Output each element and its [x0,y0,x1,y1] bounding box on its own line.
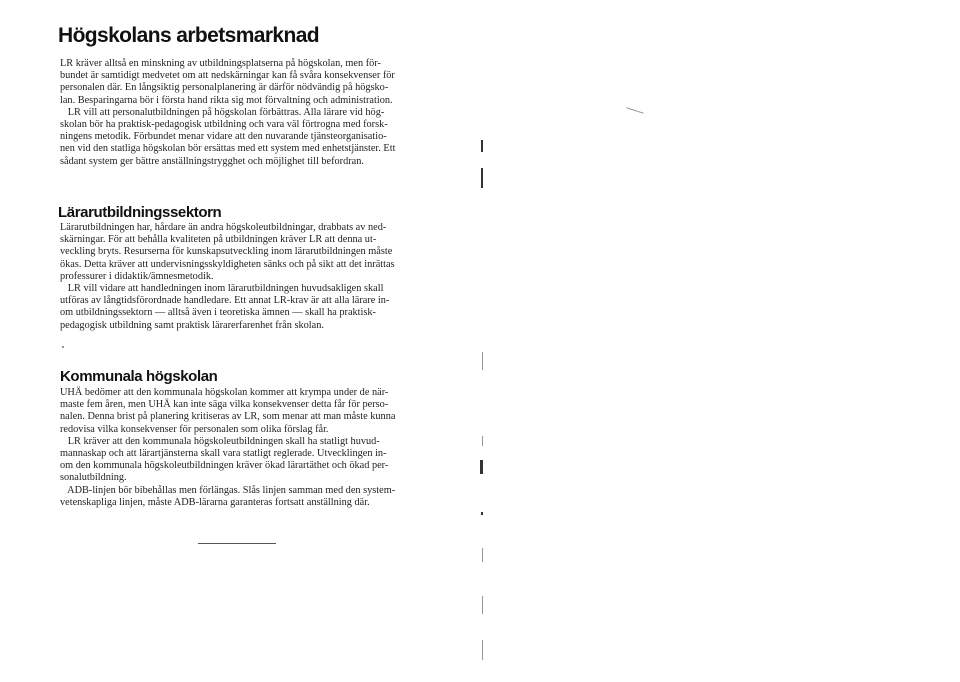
scan-mark [482,548,483,562]
body-line: vetenskapliga linjen, måste ADB-lärarna garanteras fortsatt anställning där. [60,496,370,508]
body-line: maste fem åren, men UHÄ kan inte säga vilka konsekvenser detta får för perso- [60,399,389,411]
section-1-body [60,58,420,168]
body-line: mannaskap och att lärartjänsterna skall vara statligt reglerade. Utvecklingen in- [60,448,387,460]
scan-mark [481,512,483,515]
scan-mark [62,346,64,348]
section-3-heading: Kommunala högskolan [60,368,218,385]
body-line: utföras av långtidsförordnade handledare. Ett annat LR-krav är att alla lärare in- [60,295,390,307]
body-line: personalen där. En långsiktig personalplanering är därför nödvändig på högsko- [60,82,389,94]
body-line: pedagogisk utbildning samt praktisk lärarerfarenhet från skolan. [60,319,324,331]
scan-mark [481,140,483,152]
body-line: om utbildningssektorn — alltså även i teoretiska ämnen — skall ha praktisk- [60,307,376,319]
body-line: nen vid den statliga högskolan bör ersättas med ett system med enhetstjänster. Ett [60,143,396,155]
body-line: professurer i didaktik/ämnesmetodik. [60,270,214,282]
section-2-heading: Lärarutbildningssektorn [58,204,222,221]
body-line: UHÄ bedömer att den kommunala högskolan kommer att krympa under de när- [60,387,389,398]
scan-mark [482,596,483,614]
body-line: sonalutbildning. [60,472,127,484]
scan-mark [482,352,483,370]
scan-mark [482,640,483,660]
scan-mark [482,436,483,446]
body-line: ökas. Detta kräver att undervisningsskyldigheten sänks och på sikt att det inrättas [60,258,395,270]
body-line: LR kräver att den kommunala högskoleutbildningen skall ha statligt huvud- [60,435,380,447]
body-line: Lärarutbildningen har, hårdare än andra högskoleutbildningar, drabbats av ned- [60,222,387,233]
body-line: LR vill vidare att handledningen inom lärarutbildningen huvudsakligen skall [60,283,384,295]
body-line: redovisa vilka konsekvenser för personalen som olika förslag får. [60,423,329,435]
body-line: nalen. Denna brist på planering kritiseras av LR, som menar att man måste kunna [60,411,396,423]
body-line: bundet är samtidigt medvetet om att nedskärningar kan få svåra konsekvenser för [60,70,395,82]
body-line: ADB-linjen bör bibehållas men förlängas. Slås linjen samman med den system- [60,484,396,496]
body-line: om den kommunala högskoleutbildningen kräver ökad lärartäthet och ökad per- [60,460,389,472]
body-line: ningens metodik. Förbundet menar vidare att den nuvarande tjänsteorganisatio- [60,131,387,143]
body-line: veckling bryts. Resurserna för kunskapsutveckling inom lärarutbildningen måste [60,246,393,258]
body-line: lan. Besparingarna bör i första hand rikta sig mot förvaltning och administration. [60,94,393,106]
page-title: Högskolans arbetsmarknad [58,24,320,47]
body-line: skolan bör ha praktisk-pedagogisk utbildning och vara väl förtrogna med forsk- [60,119,388,131]
section-3-body [60,387,420,509]
body-line: LR vill att personalutbildningen på högskolan förbättras. Alla lärare vid hög- [60,106,385,118]
body-line: sådant system ger bättre anställningstrygghet och möjlighet till befordran. [60,155,364,167]
scan-mark [480,460,483,474]
section-2-body [60,222,420,332]
scan-mark [626,107,643,114]
body-line: skärningar. För att behålla kvaliteten på utbildningen kräver LR att denna ut- [60,234,377,246]
body-line: LR kräver alltså en minskning av utbildningsplatserna på högskolan, men för- [60,58,381,69]
end-rule [198,543,276,544]
scan-mark [481,168,483,188]
